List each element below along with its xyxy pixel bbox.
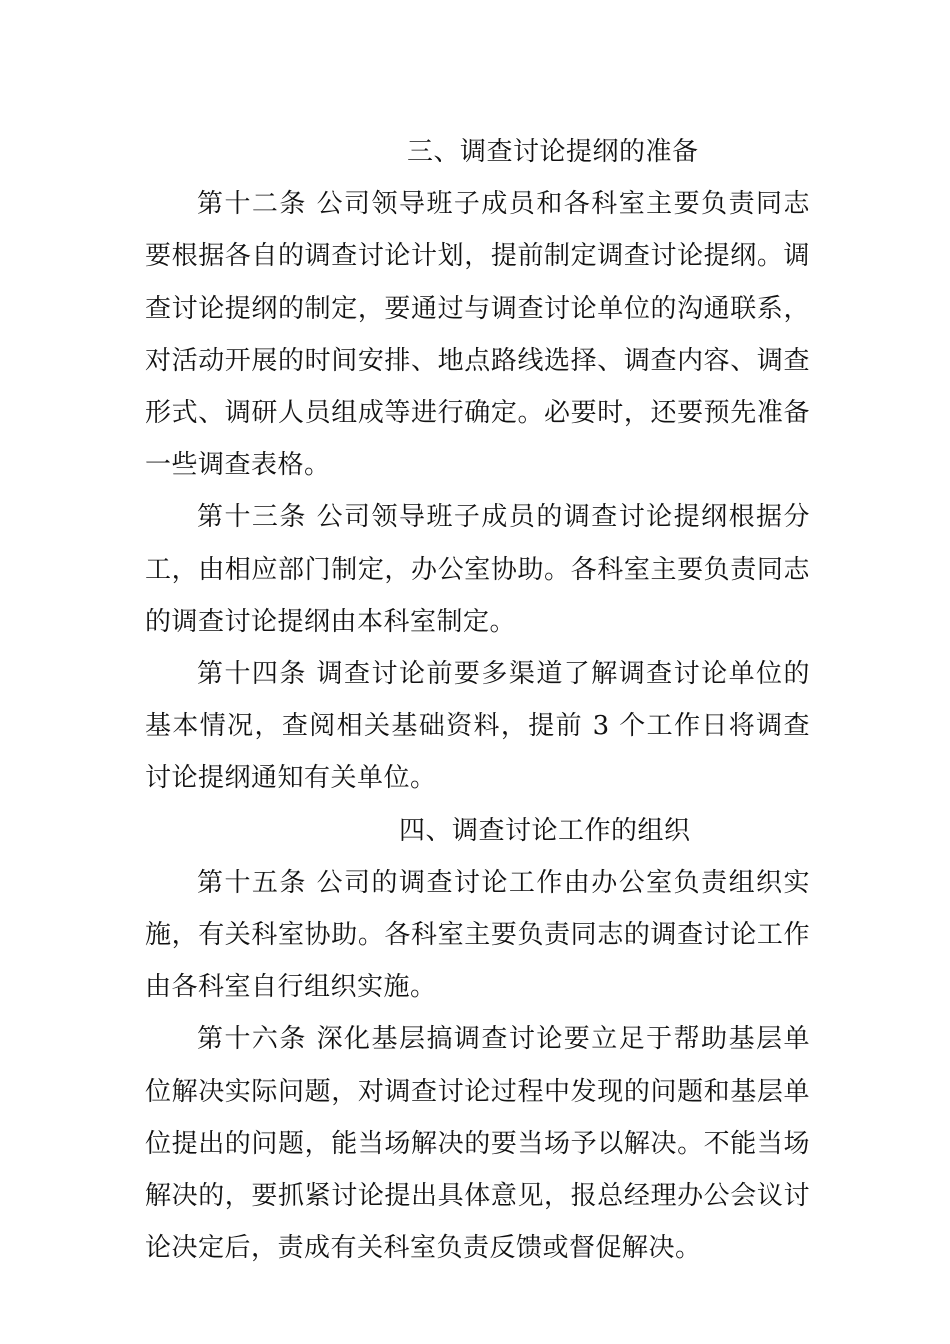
document-body [145, 126, 810, 1274]
section-heading-4: 四、调查讨论工作的组织 [399, 815, 691, 846]
article-16: 第十六条 深化基层搞调查讨论要立足于帮助基层单位解决实际问题，对调查讨论过程中发现的问题和基层单位提出的问题，能当场解决的要当场予以解决。不能当场解决的，要抓紧讨论提出具体意见，报总经理办公会议讨论决定后，责成有关科室负责反馈或督促解决。 [145, 1024, 810, 1264]
article-15: 第十五条 公司的调查讨论工作由办公室负责组织实施，有关科室协助。各科室主要负责同志的调查讨论工作由各科室自行组织实施。 [145, 867, 810, 1003]
article-14: 第十四条 调查讨论前要多渠道了解调查讨论单位的基本情况，查阅相关基础资料，提前 3 个工作日将调查讨论提纲通知有关单位。 [145, 659, 810, 794]
article-13: 第十三条 公司领导班子成员的调查讨论提纲根据分工，由相应部门制定，办公室协助。各科室主要负责同志的调查讨论提纲由本科室制定。 [145, 502, 810, 637]
article-12: 第十二条 公司领导班子成员和各科室主要负责同志要根据各自的调查讨论计划，提前制定调查讨论提纲。调查讨论提纲的制定，要通过与调查讨论单位的沟通联系，对活动开展的时间安排、地点路线选择、调查内容、调查形式、调研人员组成等进行确定。必要时，还要预先准备一些调查表格。 [145, 189, 810, 481]
section-heading-3: 三、调查讨论提纲的准备 [407, 137, 699, 167]
